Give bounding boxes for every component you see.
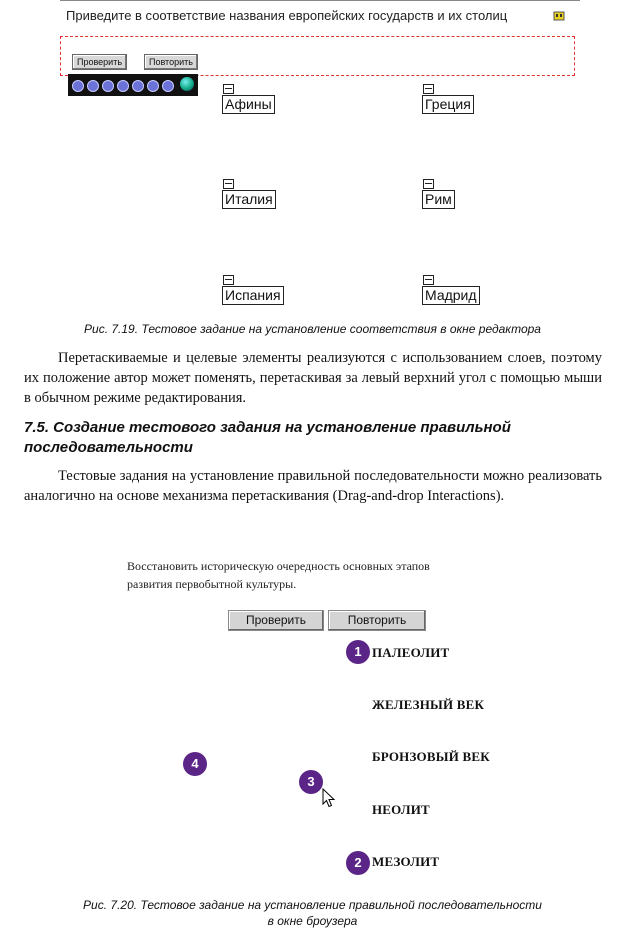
layer-toolbar [68, 74, 198, 96]
instruction-text: Восстановить историческую очередность основных этапов развития первобытной культуры. [127, 559, 430, 591]
drag-item[interactable]: Италия [222, 179, 276, 209]
repeat-button[interactable]: Повторить [328, 610, 426, 631]
check-button[interactable]: Проверить [228, 610, 324, 631]
order-badge[interactable]: 4 [183, 752, 207, 776]
figure-caption: Рис. 7.19. Тестовое задание на установление соответствия в окне редактора [84, 322, 541, 336]
sequence-item[interactable]: БРОНЗОВЫЙ ВЕК [372, 749, 490, 764]
sequence-item[interactable]: ЖЕЛЕЗНЫЙ ВЕК [372, 697, 485, 712]
order-badge[interactable]: 3 [299, 770, 323, 794]
sequence-item[interactable]: НЕОЛИТ [372, 802, 430, 817]
figure-caption: Рис. 7.20. Тестовое задание на установление правильной последовательности в окне броузера [83, 898, 542, 928]
layer-icon[interactable] [117, 80, 129, 92]
task-title: Приведите в соответствие названия европейских государств и их столиц [66, 8, 508, 23]
repeat-button[interactable]: Повторить [144, 54, 198, 70]
target-item[interactable]: Рим [422, 179, 455, 209]
mouse-cursor-icon [322, 788, 336, 808]
layer-icon[interactable] [162, 80, 174, 92]
layer-handle-icon[interactable] [423, 179, 434, 189]
drag-item[interactable]: Афины [222, 84, 275, 114]
layer-handle-icon[interactable] [423, 84, 434, 94]
layer-icon[interactable] [87, 80, 99, 92]
paragraph: Тестовые задания на установление правильной последовательности можно реализовать аналогично на основе механизма перетаскивания (Drag-and-drop Interactions). [24, 468, 602, 504]
sequence-item[interactable]: МЕЗОЛИТ [372, 854, 440, 869]
layer-icon[interactable] [72, 80, 84, 92]
layer-handle-icon[interactable] [223, 179, 234, 189]
layer-icon[interactable] [147, 80, 159, 92]
target-item[interactable]: Греция [422, 84, 474, 114]
order-badge[interactable]: 1 [346, 640, 370, 664]
paragraph: Перетаскиваемые и целевые элементы реализуются с использованием слоев, поэтому их положение автор может поменять, перетаскивая за левый верхний угол с помощью мыши в обычном режиме редактирования. [24, 350, 602, 406]
section-heading: 7.5. Создание тестового задания на установление правильной последовательности [24, 419, 511, 456]
check-button[interactable]: Проверить [72, 54, 127, 70]
top-divider [60, 0, 580, 1]
layer-handle-icon[interactable] [223, 275, 234, 285]
layer-icon[interactable] [102, 80, 114, 92]
layer-icon[interactable] [132, 80, 144, 92]
layer-handle-icon[interactable] [423, 275, 434, 285]
order-badge[interactable]: 2 [346, 851, 370, 875]
drag-item[interactable]: Испания [222, 275, 284, 305]
sequence-item[interactable]: ПАЛЕОЛИТ [372, 645, 450, 660]
plugin-icon [553, 10, 565, 22]
layer-selection-box [60, 36, 575, 76]
target-item[interactable]: Мадрид [422, 275, 480, 305]
layer-handle-icon[interactable] [223, 84, 234, 94]
globe-icon[interactable] [180, 77, 194, 91]
